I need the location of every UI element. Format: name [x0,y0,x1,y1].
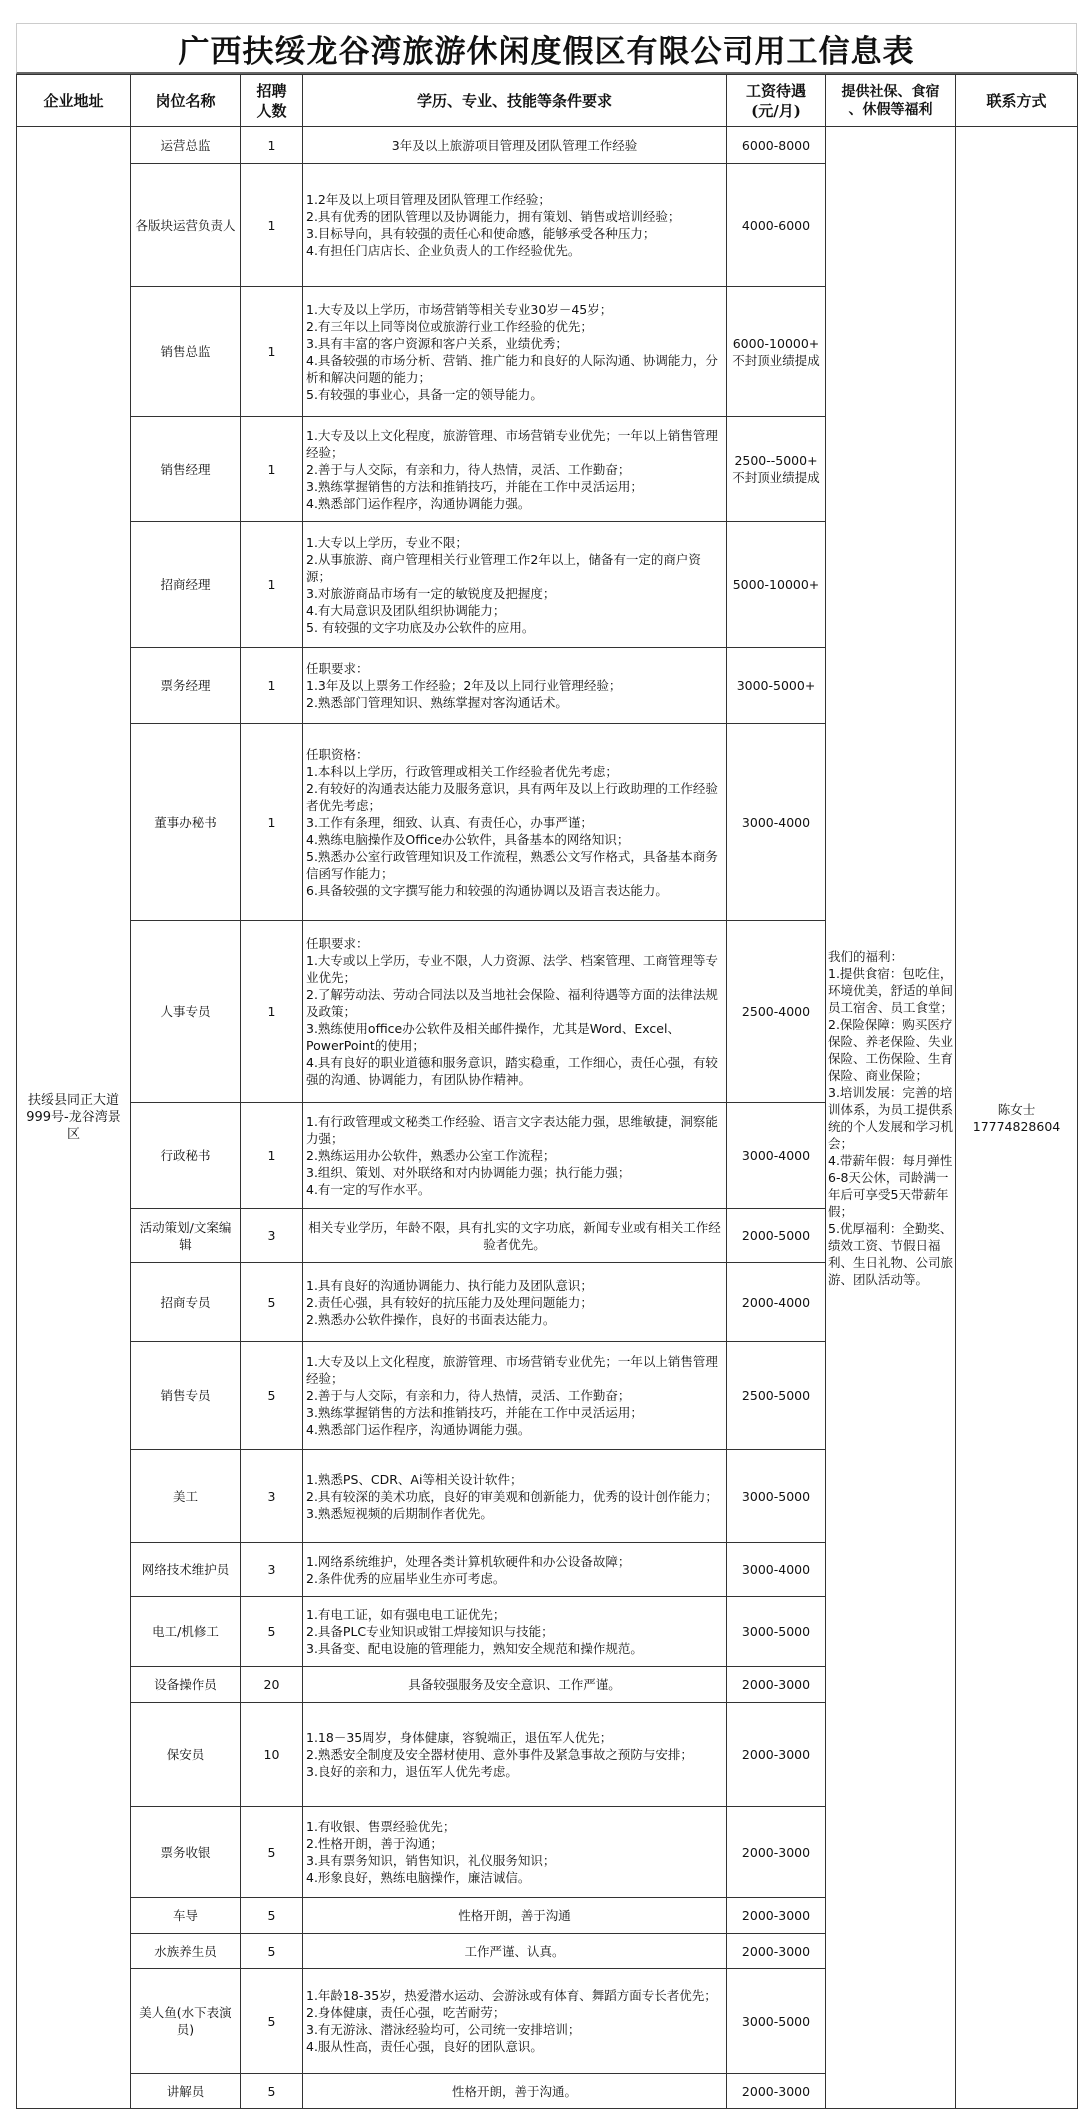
job-title: 票务收银 [131,1807,241,1898]
job-requirements: 任职要求： 1.大专或以上学历，专业不限，人力资源、法学、档案管理、工商管理等专业优先； 2.了解劳动法、劳动合同法以及当地社会保险、福利待遇等方面的法律法规及政策； 3.熟练使用office办公软件及相关邮件操作，尤其是Word、Excel、PowerPoint的使用； 4.具有良好的职业道德和服务意识，踏实稳重，工作细心，责任心强，有较强的沟通、协调能力，有团队协作精神。 [303,921,727,1103]
job-salary: 3000-4000 [727,1543,826,1597]
job-salary: 4000-6000 [727,164,826,287]
job-count: 1 [241,921,303,1103]
job-count: 5 [241,1807,303,1898]
recruitment-sheet [16,23,1077,2109]
job-requirements: 性格开朗，善于沟通 [303,1898,727,1934]
job-requirements: 任职要求： 1.3年及以上票务工作经验；2年及以上同行业管理经验； 2.熟悉部门管理知识、熟练掌握对客沟通话术。 [303,648,727,724]
job-title: 美工 [131,1450,241,1543]
jobs-table [16,74,1078,2109]
job-requirements: 3年及以上旅游项目管理及团队管理工作经验 [303,127,727,164]
job-title: 电工/机修工 [131,1597,241,1667]
job-salary: 2000-3000 [727,1667,826,1703]
job-requirements: 1.2年及以上项目管理及团队管理工作经验； 2.具有优秀的团队管理以及协调能力，拥有策划、销售或培训经验； 3.目标导向，具有较强的责任心和使命感，能够承受各种压力； 4.有担任门店店长、企业负责人的工作经验优先。 [303,164,727,287]
job-requirements: 1.年龄18-35岁，热爱潜水运动、会游泳或有体育、舞蹈方面专长者优先； 2.身体健康，责任心强，吃苦耐劳； 3.有无游泳、潜泳经验均可，公司统一安排培训； 4.服从性高，责任心强，良好的团队意识。 [303,1969,727,2074]
header-count: 招聘 人数 [241,75,303,127]
job-salary: 2000-4000 [727,1263,826,1342]
job-salary: 3000-5000 [727,1969,826,2074]
job-title: 运营总监 [131,127,241,164]
job-title: 招商专员 [131,1263,241,1342]
contact-name: 陈女士 [997,1101,1036,1117]
job-count: 5 [241,1898,303,1934]
job-title: 票务经理 [131,648,241,724]
job-count: 3 [241,1543,303,1597]
job-count: 5 [241,1342,303,1450]
job-requirements: 1.大专及以上文化程度，旅游管理、市场营销专业优先；一年以上销售管理经验； 2.善于与人交际，有亲和力，待人热情，灵活、工作勤奋； 3.熟练掌握销售的方法和推销技巧，并能在工作中灵活运用； 4.熟悉部门运作程序，沟通协调能力强。 [303,417,727,522]
job-count: 1 [241,127,303,164]
job-count: 1 [241,1103,303,1209]
job-count: 1 [241,287,303,417]
job-salary: 6000-10000+ 不封顶业绩提成 [727,287,826,417]
contact-phone: 17774828604 [972,1118,1061,1134]
job-count: 1 [241,648,303,724]
job-count: 10 [241,1703,303,1807]
job-count: 5 [241,1263,303,1342]
job-title: 设备操作员 [131,1667,241,1703]
header-address: 企业地址 [17,75,131,127]
header-position: 岗位名称 [131,75,241,127]
job-salary: 2500--5000+ 不封顶业绩提成 [727,417,826,522]
job-salary: 2000-3000 [727,1898,826,1934]
job-count: 1 [241,417,303,522]
job-title: 行政秘书 [131,1103,241,1209]
job-count: 5 [241,1597,303,1667]
job-requirements: 任职资格： 1.本科以上学历，行政管理或相关工作经验者优先考虑； 2.有较好的沟通表达能力及服务意识，具有两年及以上行政助理的工作经验者优先考虑； 3.工作有条理，细致、认真、有责任心，办事严谨； 4.熟练电脑操作及Office办公软件，具备基本的网络知识； 5.熟悉办公室行政管理知识及工作流程，熟悉公文写作格式，具备基本商务信函写作能力； 6.具备较强的文字撰写能力和较强的沟通协调以及语言表达能力。 [303,724,727,921]
job-count: 1 [241,164,303,287]
job-requirements: 1.熟悉PS、CDR、Ai等相关设计软件； 2.具有较深的美术功底，良好的审美观和创新能力，优秀的设计创作能力； 3.熟悉短视频的后期制作者优先。 [303,1450,727,1543]
header-requirements: 学历、专业、技能等条件要求 [303,75,727,127]
header-benefits: 提供社保、食宿 、休假等福利 [826,75,956,127]
job-title: 销售专员 [131,1342,241,1450]
job-title: 人事专员 [131,921,241,1103]
job-title: 销售总监 [131,287,241,417]
job-requirements: 性格开朗，善于沟通。 [303,2074,727,2109]
job-salary: 2500-4000 [727,921,826,1103]
job-requirements: 1.网络系统维护，处理各类计算机软硬件和办公设备故障； 2.条件优秀的应届毕业生亦可考虑。 [303,1543,727,1597]
job-requirements: 1.大专及以上学历，市场营销等相关专业30岁－45岁； 2.有三年以上同等岗位或旅游行业工作经验的优先； 3.具有丰富的客户资源和客户关系，业绩优秀； 4.具备较强的市场分析、营销、推广能力和良好的人际沟通、协调能力，分析和解决问题的能力； 5.有较强的事业心，具备一定的领导能力。 [303,287,727,417]
job-requirements: 1.大专以上学历，专业不限； 2.从事旅游、商户管理相关行业管理工作2年以上，储备有一定的商户资源； 3.对旅游商品市场有一定的敏锐度及把握度； 4.有大局意识及团队组织协调能力； 5. 有较强的文字功底及办公软件的应用。 [303,522,727,648]
job-title: 招商经理 [131,522,241,648]
contact [956,127,1078,2109]
job-salary: 2000-5000 [727,1209,826,1263]
job-title: 董事办秘书 [131,724,241,921]
job-requirements: 工作严谨、认真。 [303,1934,727,1969]
job-count: 5 [241,1934,303,1969]
job-salary: 3000-5000 [727,1597,826,1667]
job-count: 5 [241,2074,303,2109]
job-title: 美人鱼(水下表演员) [131,1969,241,2074]
job-requirements: 1.有收银、售票经验优先； 2.性格开朗，善于沟通； 3.具有票务知识，销售知识，礼仪服务知识； 4.形象良好，熟练电脑操作，廉洁诚信。 [303,1807,727,1898]
company-address: 扶绥县同正大道999号-龙谷湾景区 [17,127,131,2109]
job-requirements: 具备较强服务及安全意识、工作严谨。 [303,1667,727,1703]
sheet-title: 广西扶绥龙谷湾旅游休闲度假区有限公司用工信息表 [16,23,1077,74]
job-title: 讲解员 [131,2074,241,2109]
job-requirements: 1.18－35周岁，身体健康，容貌端正，退伍军人优先； 2.熟悉安全制度及安全器材使用、意外事件及紧急事故之预防与安排； 3.良好的亲和力，退伍军人优先考虑。 [303,1703,727,1807]
job-title: 网络技术维护员 [131,1543,241,1597]
job-count: 5 [241,1969,303,2074]
job-count: 3 [241,1450,303,1543]
job-count: 1 [241,724,303,921]
job-salary: 2000-3000 [727,1807,826,1898]
job-requirements: 1.有电工证，如有强电电工证优先； 2.具备PLC专业知识或钳工焊接知识与技能； 3.具备变、配电设施的管理能力，熟知安全规范和操作规范。 [303,1597,727,1667]
job-salary: 3000-4000 [727,1103,826,1209]
job-salary: 3000-4000 [727,724,826,921]
job-salary: 2000-3000 [727,2074,826,2109]
job-title: 车导 [131,1898,241,1934]
job-salary: 3000-5000+ [727,648,826,724]
header-contact: 联系方式 [956,75,1078,127]
job-requirements: 1.有行政管理或文秘类工作经验、语言文字表达能力强，思维敏捷，洞察能力强； 2.熟练运用办公软件，熟悉办公室工作流程； 3.组织、策划、对外联络和对内协调能力强；执行能力强； 4.有一定的写作水平。 [303,1103,727,1209]
job-title: 保安员 [131,1703,241,1807]
benefits: 我们的福利： 1.提供食宿：包吃住，环境优美，舒适的单间员工宿舍、员工食堂； 2.保险保障：购买医疗保险、养老保险、失业保险、工伤保险、生育保险、商业保险； 3.培训发展：完善的培训体系，为员工提供系统的个人发展和学习机会； 4.带薪年假：每月弹性6-8天公休，司龄满一年后可享受5天带薪年假； 5.优厚福利：全勤奖、绩效工资、节假日福利、生日礼物、公司旅游、团队活动等。 [826,127,956,2109]
job-salary: 6000-8000 [727,127,826,164]
job-salary: 2000-3000 [727,1934,826,1969]
job-salary: 3000-5000 [727,1450,826,1543]
job-salary: 2000-3000 [727,1703,826,1807]
job-title: 水族养生员 [131,1934,241,1969]
job-row [17,127,1078,164]
job-requirements: 1.大专及以上文化程度，旅游管理、市场营销专业优先；一年以上销售管理经验； 2.善于与人交际，有亲和力，待人热情，灵活、工作勤奋； 3.熟练掌握销售的方法和推销技巧，并能在工作中灵活运用； 4.熟悉部门运作程序，沟通协调能力强。 [303,1342,727,1450]
job-count: 3 [241,1209,303,1263]
job-salary: 5000-10000+ [727,522,826,648]
job-title: 活动策划/文案编辑 [131,1209,241,1263]
job-requirements: 1.具有良好的沟通协调能力、执行能力及团队意识； 2.责任心强，具有较好的抗压能力及处理问题能力； 2.熟悉办公软件操作，良好的书面表达能力。 [303,1263,727,1342]
job-requirements: 相关专业学历，年龄不限，具有扎实的文字功底，新闻专业或有相关工作经验者优先。 [303,1209,727,1263]
header-row [17,75,1078,127]
header-salary: 工资待遇 (元/月) [727,75,826,127]
job-count: 20 [241,1667,303,1703]
job-title: 各版块运营负责人 [131,164,241,287]
job-title: 销售经理 [131,417,241,522]
job-salary: 2500-5000 [727,1342,826,1450]
job-count: 1 [241,522,303,648]
